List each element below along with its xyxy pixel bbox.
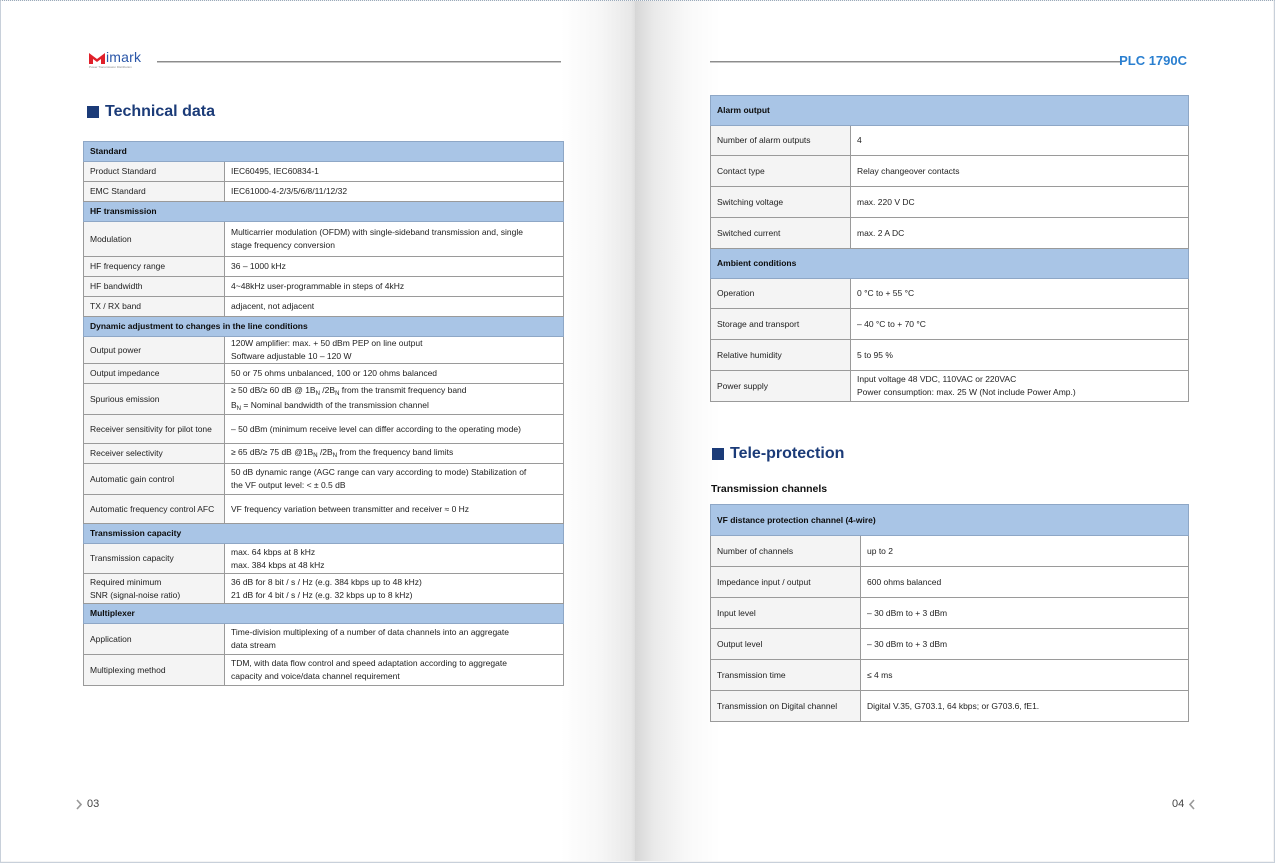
left-page bbox=[1, 1, 635, 861]
spec-value: 0 °C to + 55 °C bbox=[851, 279, 1189, 309]
spec-label: Output power bbox=[84, 337, 225, 364]
spec-label: Operation bbox=[711, 279, 851, 309]
brand-logo bbox=[89, 49, 142, 69]
spec-value: max. 2 A DC bbox=[851, 218, 1189, 249]
spec-value: ≥ 50 dB/≥ 60 dB @ $1B_N$ $/2B_N$ from the transmit frequency band $B_N$ = Nominal bandwidth of the transmission channel bbox=[225, 384, 564, 415]
spec-label: Contact type bbox=[711, 156, 851, 187]
spec-value: 4~48kHz user-programmable in steps of 4kHz bbox=[225, 277, 564, 297]
spec-value: max. 220 V DC bbox=[851, 187, 1189, 218]
page-number-left bbox=[76, 798, 99, 810]
section-title-technical-data bbox=[87, 103, 215, 121]
spec-value: Relay changeover contacts bbox=[851, 156, 1189, 187]
spec-value: – 30 dBm to + 3 dBm bbox=[861, 629, 1189, 660]
table-row bbox=[84, 337, 564, 364]
square-bullet-icon bbox=[712, 448, 724, 460]
alarm-ambient-table bbox=[710, 95, 1189, 402]
spec-value: VF frequency variation between transmitter and receiver ≈ 0 Hz bbox=[225, 495, 564, 524]
logo-tagline: Power Transmission Distribution bbox=[89, 65, 132, 69]
right-page bbox=[635, 1, 1273, 861]
logo-text: imark bbox=[106, 49, 142, 65]
header-rule bbox=[157, 61, 561, 63]
chevron-right-icon bbox=[76, 799, 82, 810]
spec-value: 5 to 95 % bbox=[851, 340, 1189, 371]
square-bullet-icon bbox=[87, 106, 99, 118]
tele-protection-table bbox=[710, 504, 1189, 722]
spec-value: Digital V.35, G703.1, 64 kbps; or G703.6, fE1. bbox=[861, 691, 1189, 722]
spec-label: Required minimum SNR (signal-noise ratio) bbox=[84, 574, 225, 604]
spec-label: Spurious emission bbox=[84, 384, 225, 415]
spec-label: Number of channels bbox=[711, 536, 861, 567]
spec-value: max. 64 kbps at 8 kHz max. 384 kbps at 48 kHz bbox=[225, 544, 564, 574]
section-header: VF distance protection channel (4-wire) bbox=[711, 505, 1189, 536]
section-header-row bbox=[711, 249, 1189, 279]
section-header: Standard bbox=[84, 142, 564, 162]
spec-value: IEC60495, IEC60834-1 bbox=[225, 162, 564, 182]
spec-value: 600 ohms balanced bbox=[861, 567, 1189, 598]
spec-label: HF bandwidth bbox=[84, 277, 225, 297]
table-row bbox=[711, 187, 1189, 218]
spec-value: ≥ 65 dB/≥ 75 dB $@1B_N$ $/2B_N$ from the frequency band limits bbox=[225, 444, 564, 464]
spec-label: Output level bbox=[711, 629, 861, 660]
spec-label: Automatic frequency control AFC bbox=[84, 495, 225, 524]
spec-label: EMC Standard bbox=[84, 182, 225, 202]
spec-value: – 50 dBm (minimum receive level can differ according to the operating mode) bbox=[225, 415, 564, 444]
spec-label: Application bbox=[84, 624, 225, 655]
spec-value: 36 dB for 8 bit / s / Hz (e.g. 384 kbps up to 48 kHz) 21 dB for 4 bit / s / Hz (e.g. 32 kbps up to 8 kHz) bbox=[225, 574, 564, 604]
spec-label: Product Standard bbox=[84, 162, 225, 182]
table-row bbox=[84, 495, 564, 524]
spec-value: Multicarrier modulation (OFDM) with single-sideband transmission and, single stage frequency conversion bbox=[225, 222, 564, 257]
section-header: Multiplexer bbox=[84, 604, 564, 624]
spec-label: Relative humidity bbox=[711, 340, 851, 371]
spec-value: adjacent, not adjacent bbox=[225, 297, 564, 317]
table-row bbox=[711, 371, 1189, 402]
section-header: Alarm output bbox=[711, 96, 1189, 126]
chevron-left-icon bbox=[1189, 799, 1195, 810]
model-name: PLC 1790C bbox=[1119, 53, 1187, 68]
table-row bbox=[84, 415, 564, 444]
m-logo-icon bbox=[89, 52, 105, 64]
spec-value: 50 or 75 ohms unbalanced, 100 or 120 ohms balanced bbox=[225, 364, 564, 384]
table-row bbox=[84, 544, 564, 574]
transmission-channels-subtitle: Transmission channels bbox=[711, 483, 828, 495]
section-title-tele-protection bbox=[712, 445, 844, 463]
spec-value: Input voltage 48 VDC, 110VAC or 220VAC Power consumption: max. 25 W (Not include Power Amp.) bbox=[851, 371, 1189, 402]
spec-label: Number of alarm outputs bbox=[711, 126, 851, 156]
table-row bbox=[84, 364, 564, 384]
page-number-right bbox=[1172, 798, 1195, 810]
spec-label: Receiver sensitivity for pilot tone bbox=[84, 415, 225, 444]
table-row bbox=[711, 126, 1189, 156]
spec-value: – 30 dBm to + 3 dBm bbox=[861, 598, 1189, 629]
table-row bbox=[84, 297, 564, 317]
spec-label: Modulation bbox=[84, 222, 225, 257]
section-title-text: Technical data bbox=[105, 103, 215, 120]
header-rule-right bbox=[710, 61, 1120, 63]
spec-label: Switching voltage bbox=[711, 187, 851, 218]
spec-label: Input level bbox=[711, 598, 861, 629]
section-header-row bbox=[84, 524, 564, 544]
spec-label: Switched current bbox=[711, 218, 851, 249]
section-header: Dynamic adjustment to changes in the line conditions bbox=[84, 317, 564, 337]
spec-label: Output impedance bbox=[84, 364, 225, 384]
table-row bbox=[84, 162, 564, 182]
table-row bbox=[711, 536, 1189, 567]
table-row bbox=[711, 156, 1189, 187]
spec-value: – 40 °C to + 70 °C bbox=[851, 309, 1189, 340]
spec-value: TDM, with data flow control and speed adaptation according to aggregate capacity and voice/data channel requirement bbox=[225, 655, 564, 686]
table-row bbox=[84, 655, 564, 686]
spec-label: TX / RX band bbox=[84, 297, 225, 317]
section-header-row bbox=[84, 202, 564, 222]
spec-value: 50 dB dynamic range (AGC range can vary according to mode) Stabilization of the VF output level: < ± 0.5 dB bbox=[225, 464, 564, 495]
table-row bbox=[711, 567, 1189, 598]
table-row bbox=[711, 598, 1189, 629]
spec-value: Time-division multiplexing of a number of data channels into an aggregate data stream bbox=[225, 624, 564, 655]
table-row bbox=[711, 218, 1189, 249]
spec-label: Transmission time bbox=[711, 660, 861, 691]
table-row bbox=[711, 629, 1189, 660]
table-row bbox=[84, 222, 564, 257]
spec-label: Receiver selectivity bbox=[84, 444, 225, 464]
table-row bbox=[84, 384, 564, 415]
spec-value: up to 2 bbox=[861, 536, 1189, 567]
section-header: Transmission capacity bbox=[84, 524, 564, 544]
page-number-text: 03 bbox=[87, 798, 100, 810]
table-row bbox=[84, 277, 564, 297]
table-row bbox=[84, 444, 564, 464]
spec-label: Power supply bbox=[711, 371, 851, 402]
spec-label: Storage and transport bbox=[711, 309, 851, 340]
spec-value: 4 bbox=[851, 126, 1189, 156]
table-row bbox=[711, 279, 1189, 309]
table-row bbox=[84, 182, 564, 202]
table-row bbox=[711, 691, 1189, 722]
technical-data-table bbox=[83, 141, 564, 686]
section-header-row bbox=[711, 505, 1189, 536]
spec-value: ≤ 4 ms bbox=[861, 660, 1189, 691]
table-row bbox=[84, 464, 564, 495]
spec-label: Transmission capacity bbox=[84, 544, 225, 574]
table-row bbox=[711, 660, 1189, 691]
spec-value: IEC61000-4-2/3/5/6/8/11/12/32 bbox=[225, 182, 564, 202]
section-header-row bbox=[711, 96, 1189, 126]
section-header: HF transmission bbox=[84, 202, 564, 222]
spec-label: Automatic gain control bbox=[84, 464, 225, 495]
spec-label: HF frequency range bbox=[84, 257, 225, 277]
table-row bbox=[84, 574, 564, 604]
spec-label: Multiplexing method bbox=[84, 655, 225, 686]
table-row bbox=[711, 309, 1189, 340]
spec-value: 120W amplifier: max. + 50 dBm PEP on line output Software adjustable 10 – 120 W bbox=[225, 337, 564, 364]
spec-value: 36 – 1000 kHz bbox=[225, 257, 564, 277]
page-number-text: 04 bbox=[1172, 798, 1185, 810]
table-row bbox=[84, 624, 564, 655]
section-header-row bbox=[84, 604, 564, 624]
section-header-row bbox=[84, 317, 564, 337]
section-title-text: Tele-protection bbox=[730, 445, 845, 462]
table-row bbox=[711, 340, 1189, 371]
spec-label: Impedance input / output bbox=[711, 567, 861, 598]
table-row bbox=[84, 257, 564, 277]
spec-label: Transmission on Digital channel bbox=[711, 691, 861, 722]
section-header: Ambient conditions bbox=[711, 249, 1189, 279]
section-header-row bbox=[84, 142, 564, 162]
